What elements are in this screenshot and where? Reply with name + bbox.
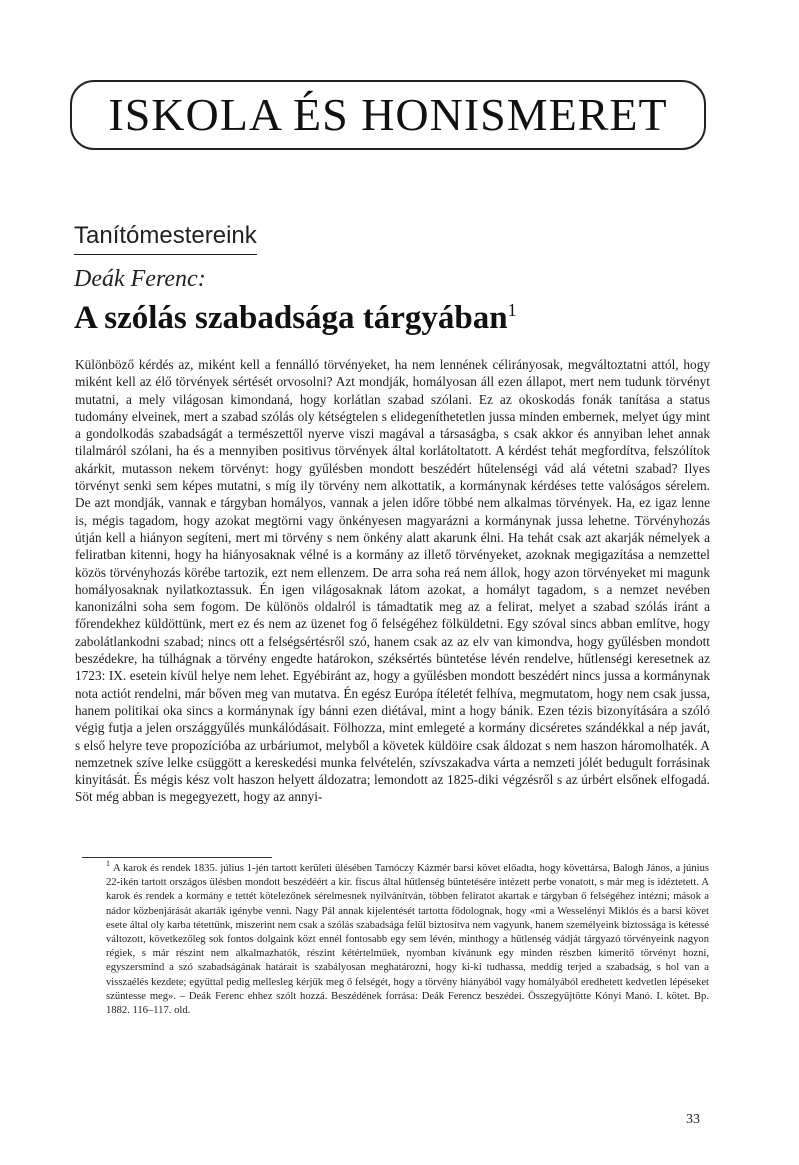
header-banner — [70, 80, 706, 150]
footnote-divider — [82, 857, 272, 858]
footnote — [106, 859, 709, 1018]
article-author: Deák Ferenc: — [74, 266, 206, 292]
journal-section-heading: ISKOLA ÉS HONISMERET — [108, 89, 668, 140]
footnote-text: A karok és rendek 1835. július 1-jén tartott kerületi ülésében Tarnóczy Kázmér barsi követ előadta, hogy követtársa, Balogh János, a június 22-ikén tartott országos ülésben mondott beszédéért a kir. fiscus által hűtlenség büntetésére intézett perbe vonatott, s már meg is idéztetett. A karok és rendek a kormány e tettét kötelezőnek sérelmesnek nyilvánítván, többen feliratot akartak e tárgyban ő felségéhez intézni; mások a nádor közbenjárását akarták igénybe venni. Nagy Pál annak kijelentését tartotta fődolognak, hogy «mi a Wesselényi Miklós és a barsi követ esete által oly karba tétettünk, miszerint nem csak a szólás szabadsága felül biztosítva nem vagyunk, hanem személyeink biztossága is kétessé változott, következőleg sok fontos dolgaink közt ennél fontosabb egy sem lévén, minthogy a hűtlenség vádját tárgyazó törvényeink nagyon régiek, s már részint nem alkalmazhatók, részint kétértelműek, nyomban kívánunk egy minden részben kimerítő törvényt hozni, egyszersmind a szó szabadságának határait is szabályosan meghatározni, hogy ki-ki tudhassa, meddig terjed a szabadság, s hol van a visszaélés kezdete; együttal pedig mellesleg kérjük meg ő felségét, hogy a törvény hiányából vagy homályából eredhetett kedvetlen lépéseket szüntesse meg». – Deák Ferenc ehhez szólt hozzá. Beszédének forrása: Deák Ferencz beszédei. Összegyűjtötte Kónyi Manó. I. kötet. Bp. 1882. 116–117. old. — [106, 863, 709, 1017]
article-title-text: A szólás szabadsága tárgyában — [74, 300, 508, 336]
footnote-mark: 1 — [106, 859, 110, 869]
article-title — [74, 300, 517, 337]
footnote-reference[interactable]: 1 — [507, 300, 517, 320]
column-title: Tanítómestereink — [74, 222, 257, 255]
page-number: 33 — [686, 1112, 700, 1127]
article-body: Különböző kérdés az, miként kell a fennálló törvényeket, ha nem lennének célirányosak, megváltoztatni attól, hogy miként kell az élő törvények sértését orvosolni? Azt mondják, homályosan áll ezen állapot, mert nem tudunk törvényt mutatni, a mely világosan kimondaná, hogy korlátlan szabad szólani. Ez az okoskodás fonák tanítása a status tudomány elveinek, mert a szabad szólás oly kétségtelen s elidegeníthetetlen jussa minden embernek, melyet úgy mint a gondolkodás szabadságát a természettől nyerve viszi magával a társaságba, s csak akkor és annyiban lehet annak tilalmáról szólani, ha és a mennyiben positivus törvények által korlátoltatott. A kérdést tehát megfordítva, felszólítok akárkit, mutasson nekem törvényt: hogy gyűlésben mondott beszédért hűtelenségi vád alá vétetni szabad? Ilyes törvényt senki sem képes mutatni, s míg ily törvény nem alkottatik, a kormánynak kérdéses tette valóságos sérelem. De azt mondják, vannak e tárgyban homályos, vannak a jelen időre többé nem alkalmas törvények. Ha, ez igaz lenne is, mégis tagadom, hogy azokat megtörni vagy önkényesen magyarázni a kormánynak jussa lehetne. Törvényhozás útján kell a hiányon segíteni, mert mi törvény s nem önkény alatt akarunk élni. Ha tehát csak azt akarják némelyek a feliratban kitenni, hogy ha hiányosaknak vélné is a kormány az illető törvényeket, azoknak megigazítása a nemzettel közös törvényhozás körébe tartozik, ezt nem ellenzem. De arra soha reá nem állok, hogy azon törvényeket mi magunk homályosaknak nyilatkoztassuk. Én igen világosaknak látom azokat, a homályt tagadom, s a nemzet nevében kanonizálni soha sem fogom. De különös oldalról is támadtatik meg az a felirat, melyet a szabad szólás iránt a főrendekhez küldöttünk, mert ez és nem az üzenet fog ő felségéhez fölküldetni. Egy szóval sincs abban említve, hogy zabolátlankodni szabad; nincs ott a felségsértésről szó, hanem csak az az elv van kimondva, hogy gyűlésben mondott beszédekre, ha túlhágnak a törvény engedte határokon, széksértés büntetése lévén rendelve, hűtlenségi keresetnek az 1723: IX. esetein kívül helye nem lehet. Egyébiránt az, hogy a gyűlésben mondott beszédért nincs jussa a kormánynak nota actiót rendelni, már bőven meg van mutatva. Én egész Európa ítéletét felhíva, megmutatom, hogy nem csak jussa, hanem politikai oka sincs a kormánynak így bánni ezen diétával, mint a hogy bánik. Ezen tézis bizonyítására a szóló végig futja a jelen országgyűlés munkálódásait. Fölhozza, mint emlegeté a kormány dicséretes szándékkal a nép javát, s első helyre teve propozícióba az urbáriumot, melyből a követek küldöire csak áldozat s nem haszon háromolhaték. A nemzetnek szíve lelke csüggött a kereskedési munka felvételén, szívszakadva várta a nemzeti jólét bedugult forrásinak kinyitását. És mégis kész volt haszon helyett áldozatra; lemondott az 1825-diki végzésről s az úrbért elsőnek elfogadá. Söt még abban is megegyezett, hogy az annyi- — [75, 357, 710, 805]
